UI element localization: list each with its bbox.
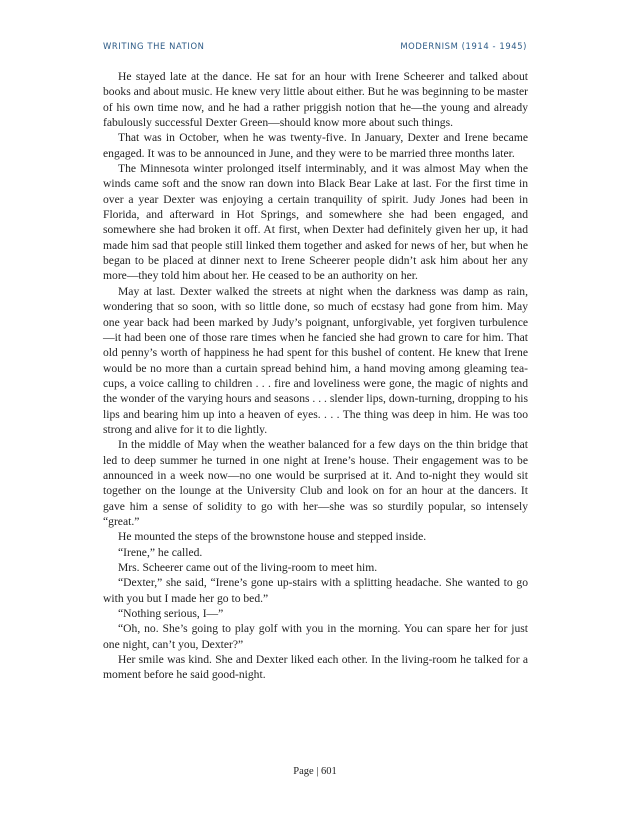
paragraph: “Oh, no. She’s going to play golf with you in the morning. You can spare her for just one night, can’t you, Dexter?” [103, 622, 528, 651]
paragraph: In the middle of May when the weather balanced for a few days on the thin bridge that led to deep summer he turned in one night at Irene’s house. Their engagement was to be announced in a week now—no one would be surprised at it. And to-night they would sit together on the lounge at the University Club and look on for an hour at the dancers. It gave him a sense of solidity to go with her—she was so sturdily popular, so intensely “great.” [103, 438, 528, 528]
paragraph: Her smile was kind. She and Dexter liked each other. In the living-room he talked for a moment before he said good-night. [103, 653, 528, 682]
paragraph: That was in October, when he was twenty-five. In January, Dexter and Irene became engaged. It was to be announced in June, and they were to be married three months later. [103, 131, 528, 160]
paragraph: Mrs. Scheerer came out of the living-room to meet him. [118, 561, 378, 574]
paragraph: “Irene,” he called. [118, 545, 203, 559]
paragraph: The Minnesota winter prolonged itself interminably, and it was almost May when the winds came soft and the snow ran down into Black Bear Lake at last. For the first time in over a year Dexter was enjoying a certain tranquility of spirit. Judy Jones had been in Florida, and afterward in Hot Springs, and somewhere she had been engaged, and somewhere she had broken it off. At first, when Dexter had definitely given her up, it had made him sad that people still linked them together and asked for news of her, but when he began to be placed at dinner next to Irene Scheerer people didn’t ask him about her any more—they told him about her. He ceased to be an authority on her. [103, 162, 528, 283]
paragraph: He mounted the steps of the brownstone house and stepped inside. [118, 530, 427, 544]
header-book-title: WRITING THE NATION [103, 41, 205, 51]
paragraph: May at last. Dexter walked the streets at night when the darkness was damp as rain, wondering that so soon, with so little done, so much of ecstasy had gone from him. May one year back had been marked by Judy’s poignant, unforgivable, yet forgiven turbulence—it had been one of those rare times when he fancied she had grown to care for him. That old penny’s worth of happiness he had spent for this bushel of content. He knew that Irene would be no more than a curtain spread behind him, a hand moving among gleaming tea-cups, a voice calling to children . . . fire and loveliness were gone, the magic of nights and the wonder of the varying hours and seasons . . . slender lips, down-turning, dropping to his lips and bearing him up into a heaven of eyes. . . . The thing was deep in him. He was too strong and alive for it to die lightly. [103, 284, 528, 436]
paragraph: He stayed late at the dance. He sat for an hour with Irene Scheerer and talked about books and about music. He knew very little about either. But he was beginning to be master of his own time now, and he had a rather priggish notion that he—the young and already fabulously successful Dexter Green—should know more about such things. [103, 70, 529, 130]
page-number: Page | 601 [293, 766, 337, 777]
body-text [103, 69, 528, 683]
running-header [103, 41, 527, 55]
paragraph: “Nothing serious, I—” [118, 607, 224, 621]
header-section-title: MODERNISM (1914 - 1945) [400, 41, 527, 51]
paragraph: “Dexter,” she said, “Irene’s gone up-stairs with a splitting headache. She wanted to go with you but I made her go to bed.” [103, 576, 528, 605]
